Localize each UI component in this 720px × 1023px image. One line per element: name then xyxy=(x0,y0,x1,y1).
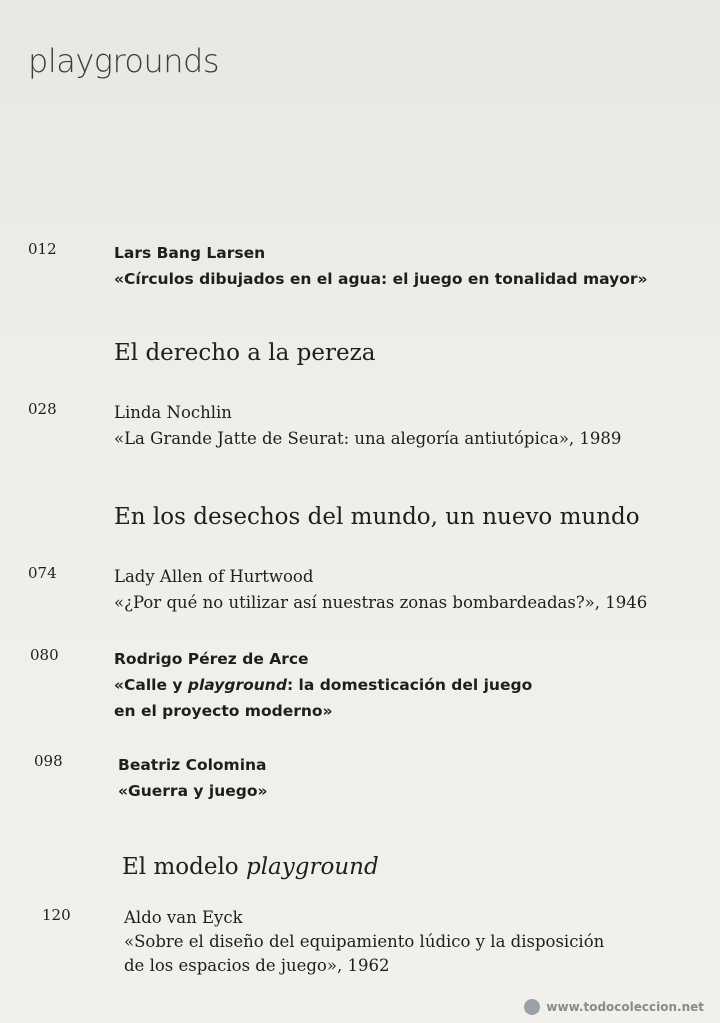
entry-title-cont: en el proyecto moderno» xyxy=(114,702,333,720)
entry-author: Aldo van Eyck xyxy=(124,908,243,927)
entry-title xyxy=(114,672,532,698)
entry-author: Lady Allen of Hurtwood xyxy=(114,567,314,586)
entry-title: «La Grande Jatte de Seurat: una alegoría antiutópica», 1989 xyxy=(114,429,622,448)
entry-author: Rodrigo Pérez de Arce xyxy=(114,650,309,668)
watermark-logo-icon xyxy=(524,999,540,1015)
entry-title-italic: playground xyxy=(187,676,287,694)
entry-title-cont: de los espacios de juego», 1962 xyxy=(124,956,390,975)
entry-author: Lars Bang Larsen xyxy=(114,244,266,262)
entry-title: «¿Por qué no utilizar así nuestras zonas bombardeadas?», 1946 xyxy=(114,593,648,612)
section-heading: El derecho a la pereza xyxy=(114,340,376,366)
page-number: 074 xyxy=(28,564,57,582)
entry-title: «Guerra y juego» xyxy=(118,782,268,800)
watermark-text: www.todocoleccion.net xyxy=(546,1000,704,1014)
watermark xyxy=(524,999,704,1015)
section-heading-part: El modelo xyxy=(122,854,246,880)
page-number: 080 xyxy=(30,646,59,664)
section-heading-italic: playground xyxy=(245,854,379,880)
entry-author: Linda Nochlin xyxy=(114,403,232,422)
entry-title-part: : la domesticación del juego xyxy=(286,676,533,694)
page-title: playgrounds xyxy=(28,42,220,80)
page-number: 098 xyxy=(34,752,63,770)
entry-title: «Sobre el diseño del equipamiento lúdico y la disposición xyxy=(124,932,605,951)
section-heading: En los desechos del mundo, un nuevo mundo xyxy=(114,504,640,530)
page-number: 028 xyxy=(28,400,57,418)
page-number: 012 xyxy=(28,240,57,258)
page-number: 120 xyxy=(42,906,71,924)
entry-author: Beatriz Colomina xyxy=(118,756,267,774)
entry-title-part: «Calle y xyxy=(114,676,188,694)
entry-title: «Círculos dibujados en el agua: el juego en tonalidad mayor» xyxy=(114,270,648,288)
section-heading xyxy=(122,854,379,880)
